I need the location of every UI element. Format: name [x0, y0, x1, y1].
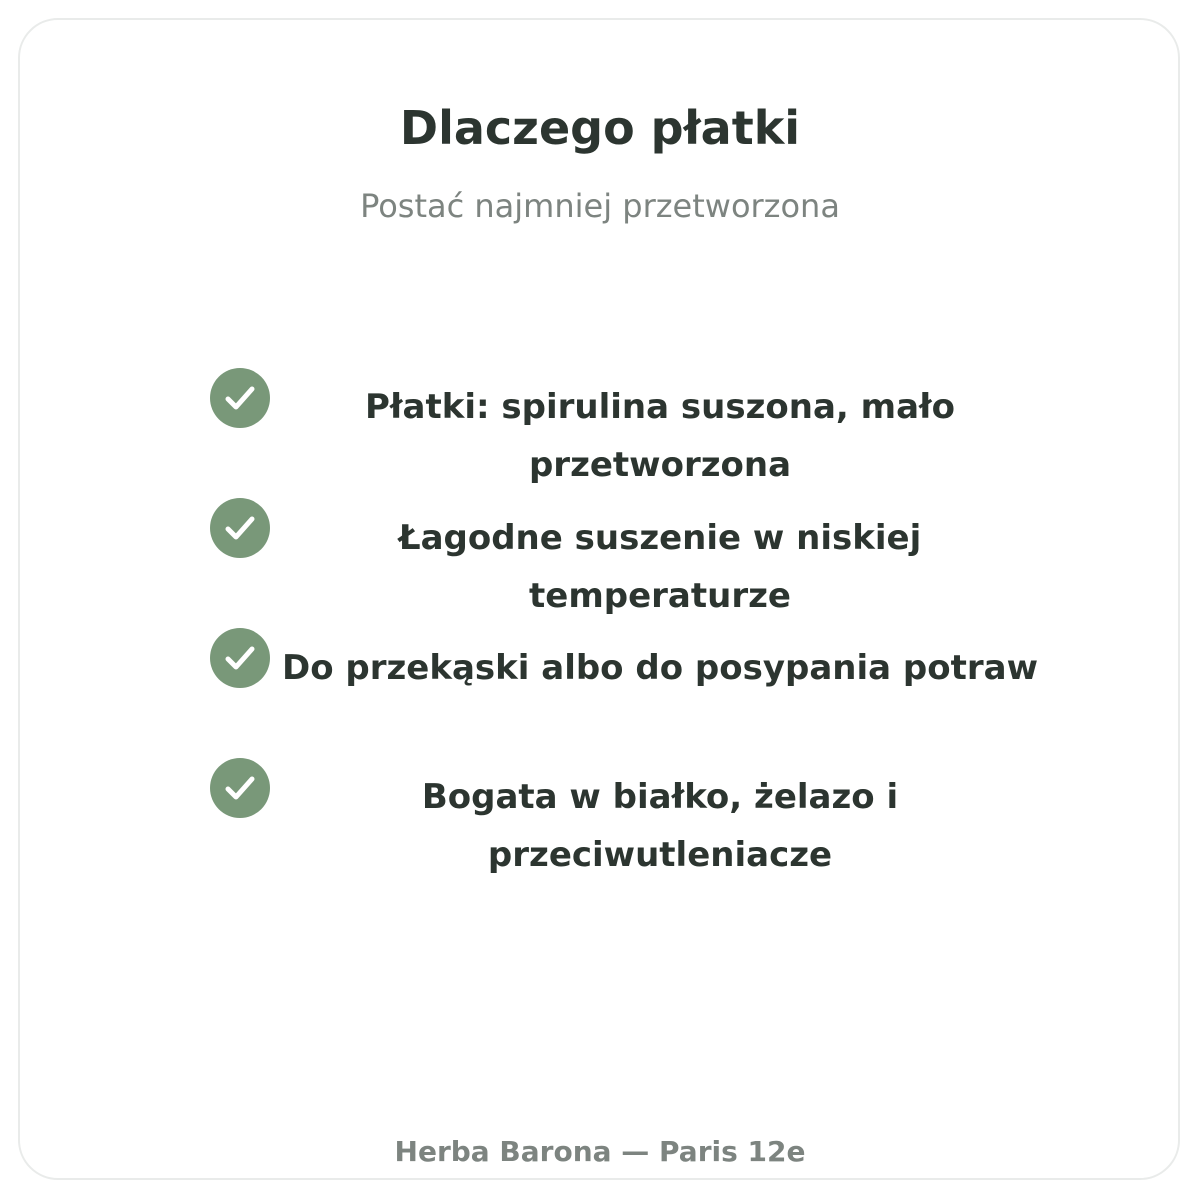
feature-item-text: Bogata w białko, żelazo i przeciwutleniacze — [421, 777, 899, 875]
check-circle-icon — [210, 758, 270, 818]
footer-brand: Herba Barona — Paris 12e — [394, 1135, 806, 1168]
page-subtitle: Postać najmniej przetworzona — [360, 187, 840, 225]
page-title: Dlaczego płatki — [399, 101, 801, 155]
check-circle-icon — [210, 498, 270, 558]
check-circle-icon — [210, 628, 270, 688]
feature-item-text: Płatki: spirulina suszona, mało przetworzona — [364, 387, 955, 485]
feature-item-text: Do przekąski albo do posypania potraw — [281, 648, 1039, 688]
feature-item-text: Łagodne suszenie w niskiej temperaturze — [398, 518, 922, 616]
check-circle-icon — [210, 368, 270, 428]
